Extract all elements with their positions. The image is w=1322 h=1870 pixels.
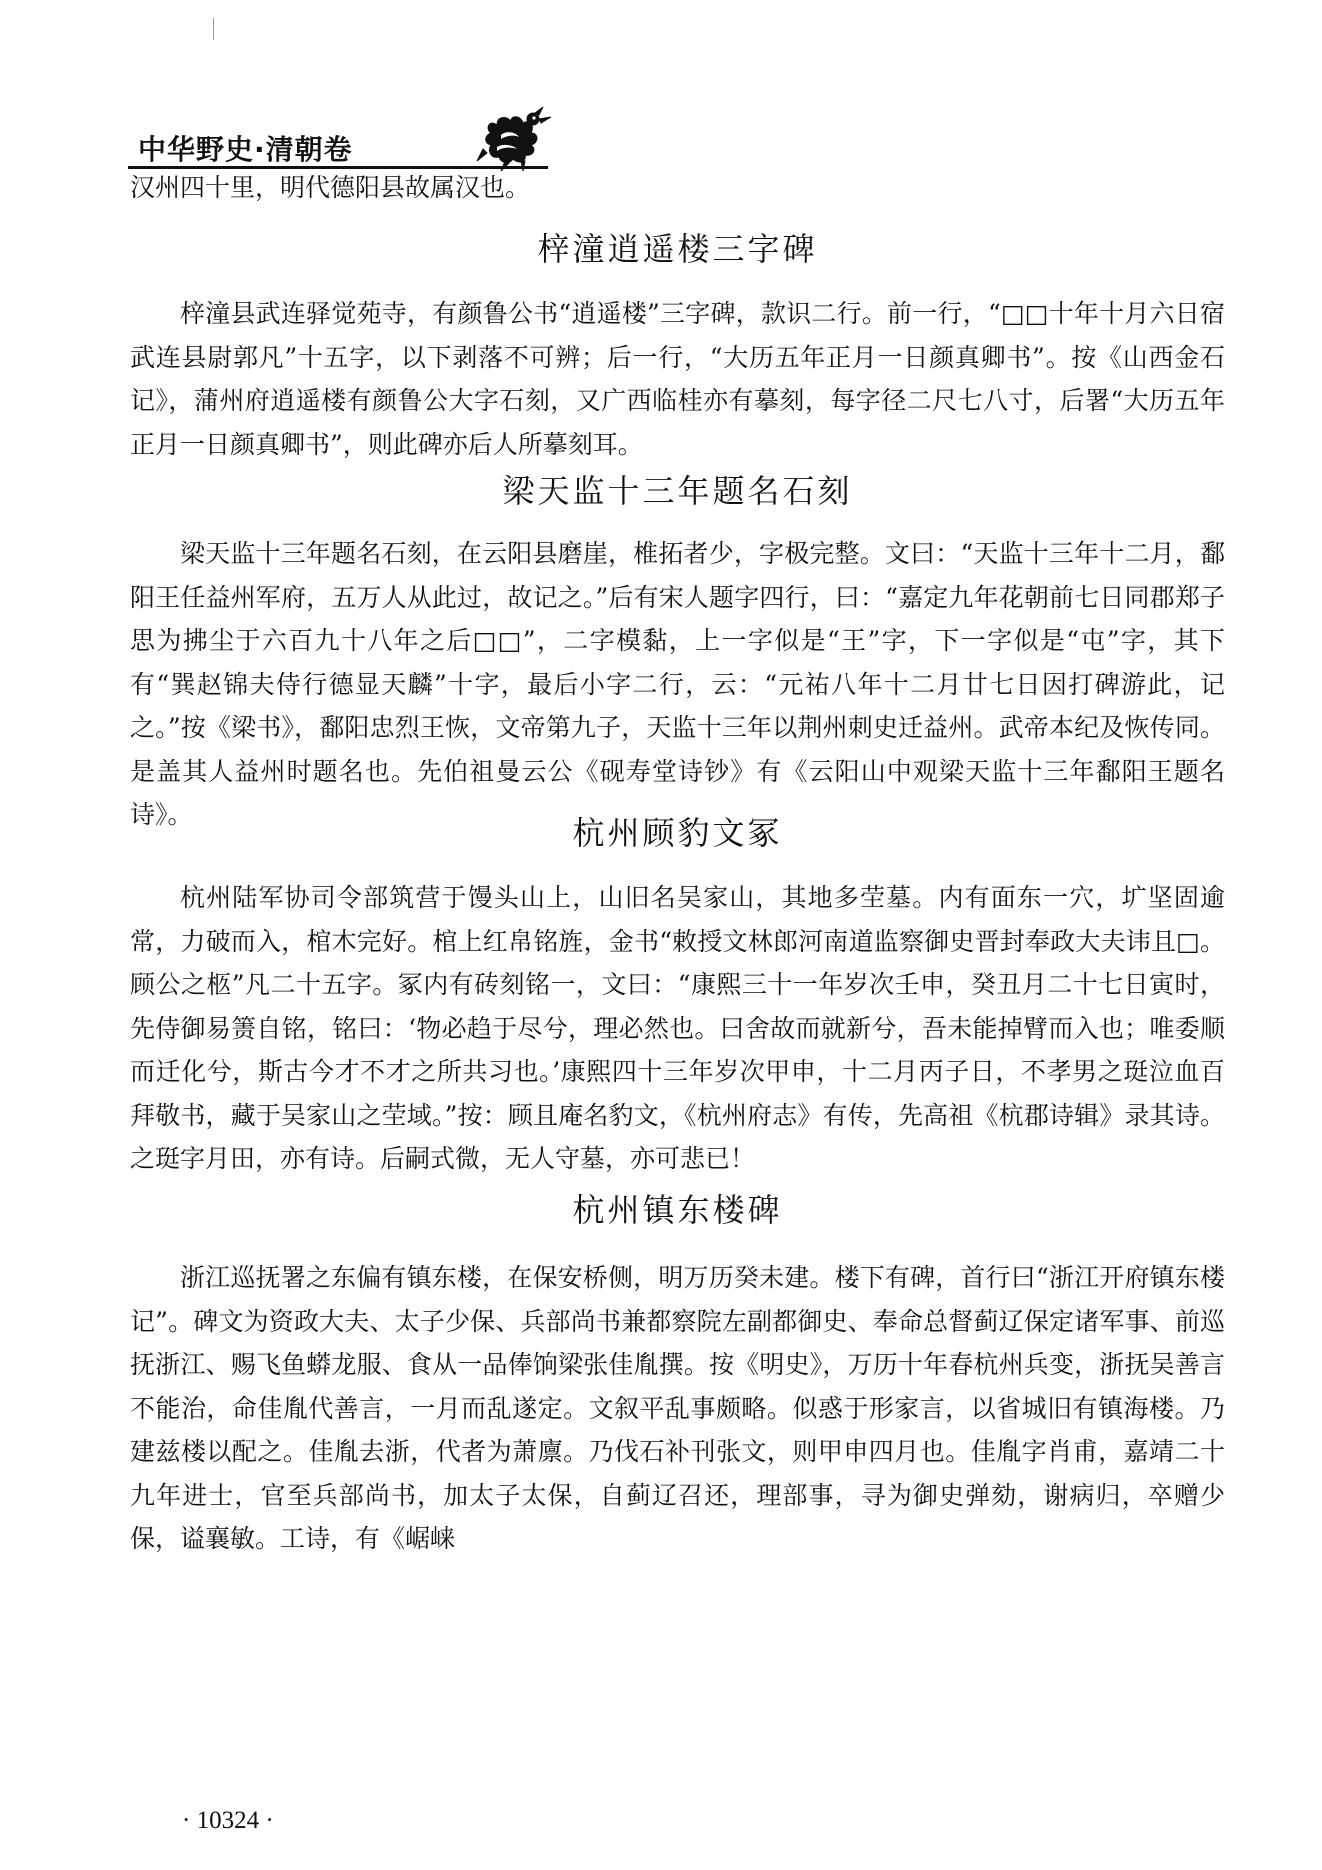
scan-mark xyxy=(213,18,214,40)
body-paragraph: 梁天监十三年题名石刻，在云阳县磨崖，椎拓者少，字极完整。文曰：“天监十三年十二月，鄱阳王任益州军府，五万人从此过，故记之。”后有宋人题字四行，曰：“嘉定九年花朝前七日同郡郑子思为拂尘于六百九十八年之后□□”，二字模黏，上一字似是“王”字，下一字似是“屯”字，其下有“巽赵锦夫侍行德显天麟”十字，最后小字二行，云：“元祐八年十二月廿七日因打碑游此，记之。”按《梁书》，鄱阳忠烈王恢，文帝第九子，天监十三年以荆州刺史迁益州。武帝本纪及恢传同。是盖其人益州时题名也。先伯祖曼云公《砚寿堂诗钞》有《云阳山中观梁天监十三年鄱阳王题名诗》。 xyxy=(130,539,1225,829)
section-body xyxy=(130,532,1225,837)
body-paragraph: 杭州陆军协司令部筑营于馒头山上，山旧名吴家山，其地多茔墓。内有面东一穴，圹坚固逾常，力破而入，棺木完好。棺上红帛铭旌，金书“敕授文林郎河南道监察御史晋封奉政大夫讳且□。顾公之柩”凡二十五字。冢内有砖刻铭一，文曰：“康熙三十一年岁次壬申，癸丑月二十七日寅时，先侍御易箦自铭，铭曰：‘物必趋于尽兮，理必然也。曰舍故而就新兮，吾未能掉臂而入也；唯委顺而迁化兮，斯古今才不才之所共习也。’康熙四十三年岁次甲申，十二月丙子日，不孝男之珽泣血百拜敬书，藏于吴家山之茔域。”按：顾且庵名豹文，《杭州府志》有传，先高祖《杭郡诗辑》录其诗。之珽字月田，亦有诗。后嗣式微，无人守墓，亦可悲已！ xyxy=(130,883,1225,1173)
section-body xyxy=(130,876,1225,1181)
book-title: 中华野史·清朝卷 xyxy=(138,133,353,166)
section-title: 梓潼逍遥楼三字碑 xyxy=(537,230,818,268)
dragon-emblem-icon xyxy=(475,105,555,173)
section-body xyxy=(130,292,1225,466)
continuation-text: 汉州四十里，明代德阳县故属汉也。 xyxy=(130,173,531,202)
body-paragraph: 梓潼县武连驿觉苑寺，有颜鲁公书“逍遥楼”三字碑，款识二行。前一行，“□□十年十月六日宿武连县尉郭凡”十五字，以下剥落不可辨；后一行，“大历五年正月一日颜真卿书”。按《山西金石记》，蒲州府逍遥楼有颜鲁公大字石刻，又广西临桂亦有摹刻，每字径二尺七八寸，后署“大历五年正月一日颜真卿书”，则此碑亦后人所摹刻耳。 xyxy=(130,299,1225,459)
section-title: 杭州镇东楼碑 xyxy=(572,1191,783,1229)
section-title: 杭州顾豹文冢 xyxy=(572,814,783,852)
page-number: · 10324 · xyxy=(182,1807,274,1834)
section-body xyxy=(130,1256,1225,1561)
section-title: 梁天监十三年题名石刻 xyxy=(502,472,853,510)
intro-paragraph xyxy=(130,166,1225,210)
body-paragraph: 浙江巡抚署之东偏有镇东楼，在保安桥侧，明万历癸未建。楼下有碑，首行曰“浙江开府镇东楼记”。碑文为资政大夫、太子少保、兵部尚书兼都察院左副都御史、奉命总督蓟辽保定诸军事、前巡抚浙江、赐飞鱼蟒龙服、食从一品俸饷梁张佳胤撰。按《明史》，万历十年春杭州兵变，浙抚吴善言不能治，命佳胤代善言，一月而乱遂定。文叙平乱事颇略。似惑于形家言，以省城旧有镇海楼。乃建兹楼以配之。佳胤去浙，代者为萧廪。乃伐石补刊张文，则甲申四月也。佳胤字肖甫，嘉靖二十九年进士，官至兵部尚书，加太子太保，自蓟辽召还，理部事，寻为御史弹劾，谢病归，卒赠少保，谥襄敏。工诗，有《崌崃 xyxy=(130,1263,1225,1553)
